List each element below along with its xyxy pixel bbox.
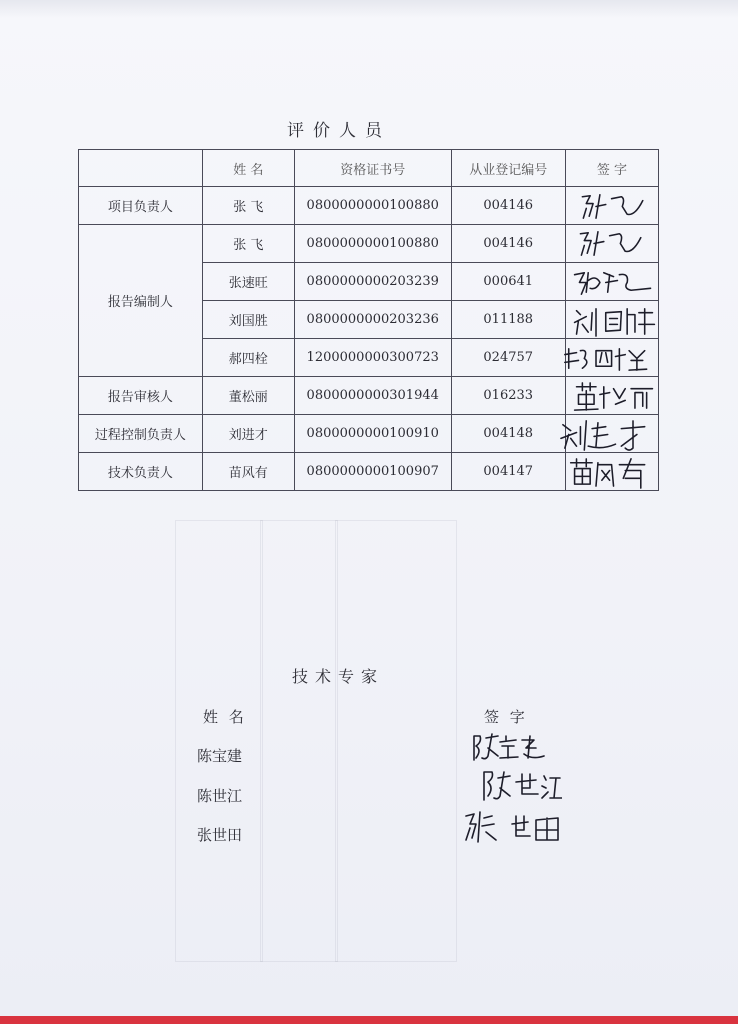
name-cell: 刘进才 [202,415,294,453]
reg-cell: 004147 [451,453,565,491]
header-signature: 签 字 [565,150,658,187]
name-cell: 张 飞 [202,187,294,225]
reg-cell: 024757 [451,339,565,377]
expert-name: 陈世江 [197,787,243,805]
expert-signature [470,728,550,764]
reg-cell: 004148 [451,415,565,453]
role-cell: 过程控制负责人 [79,415,203,453]
experts-name-header: 姓 名 [203,708,247,726]
experts-title: 技术专家 [292,667,385,686]
name-cell: 张速旺 [202,263,294,301]
name-cell: 张 飞 [202,225,294,263]
reg-cell: 011188 [451,301,565,339]
cert-cell: 0800000000100910 [294,415,451,453]
expert-signature [462,806,566,848]
cert-cell: 0800000000301944 [294,377,451,415]
header-name: 姓 名 [202,150,294,187]
header-cert: 资格证书号 [294,150,451,187]
expert-signature [480,766,562,804]
cert-cell: 0800000000100880 [294,187,451,225]
reg-cell: 004146 [451,225,565,263]
page-edge [0,1016,738,1024]
name-cell: 董松丽 [202,377,294,415]
name-cell: 郝四栓 [202,339,294,377]
experts-signature-header: 签 字 [484,708,528,726]
role-cell: 技术负责人 [79,453,203,491]
reg-cell: 016233 [451,377,565,415]
role-cell: 报告编制人 [79,225,203,377]
cert-cell: 0800000000203236 [294,301,451,339]
header-reg: 从业登记编号 [451,150,565,187]
cert-cell: 0800000000203239 [294,263,451,301]
evaluators-title: 评价人员 [287,121,391,141]
role-cell: 项目负责人 [79,187,203,225]
expert-name: 陈宝建 [197,747,243,765]
reg-cell: 004146 [451,187,565,225]
cert-cell: 0800000000100907 [294,453,451,491]
cert-cell: 0800000000100880 [294,225,451,263]
reg-cell: 000641 [451,263,565,301]
name-cell: 苗风有 [202,453,294,491]
name-cell: 刘国胜 [202,301,294,339]
expert-name: 张世田 [197,826,243,844]
cert-cell: 1200000000300723 [294,339,451,377]
role-cell: 报告审核人 [79,377,203,415]
